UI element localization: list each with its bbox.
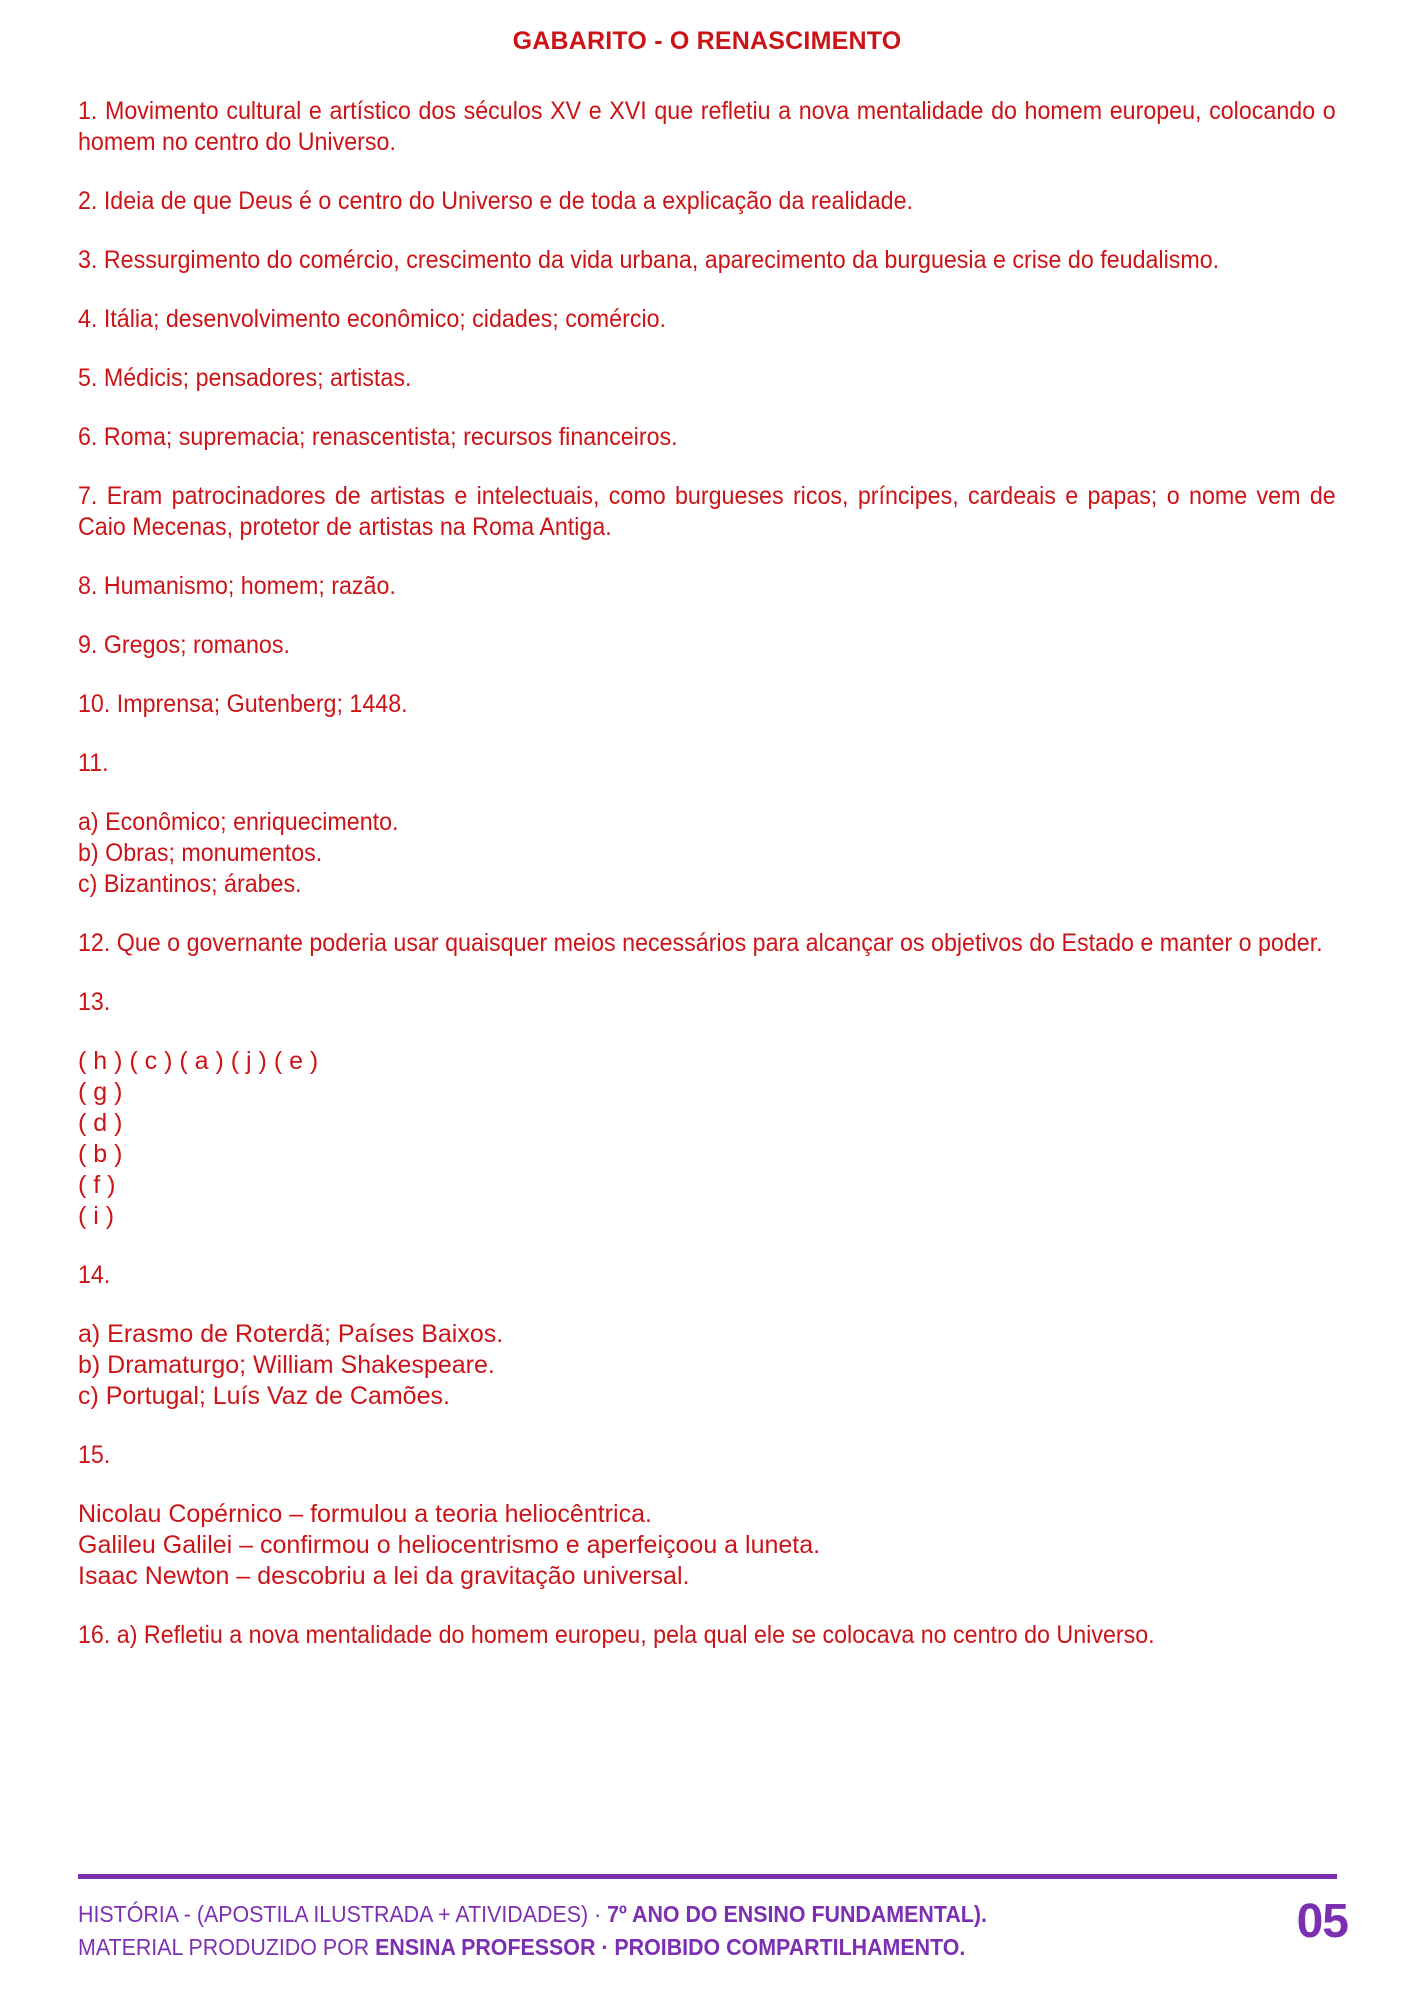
answer-item-13-row-3: ( d ) xyxy=(78,1109,123,1137)
footer-credits xyxy=(78,1898,987,1964)
footer-line-1-bold: 7º ANO DO ENSINO FUNDAMENTAL). xyxy=(607,1901,987,1927)
answer-item-12: 12. Que o governante poderia usar quaisquer meios necessários para alcançar os objetivos do Estado e manter o poder. xyxy=(78,929,1323,957)
answer-item-15-row-2: Galileu Galilei – confirmou o heliocentrismo e aperfeiçoou a luneta. xyxy=(78,1531,821,1559)
answer-item-2: 2. Ideia de que Deus é o centro do Universo e de toda a explicação da realidade. xyxy=(78,187,913,215)
answer-item-14b: b) Dramaturgo; William Shakespeare. xyxy=(78,1351,495,1379)
answer-item-13-row-2: ( g ) xyxy=(78,1078,123,1106)
answer-item-6: 6. Roma; supremacia; renascentista; recursos financeiros. xyxy=(78,423,678,451)
answer-item-15-rows xyxy=(78,1499,1336,1592)
answer-item-13-row-1: ( h ) ( c ) ( a ) ( j ) ( e ) xyxy=(78,1047,319,1075)
answer-item-13-row-4: ( b ) xyxy=(78,1140,123,1168)
answer-item-14-sublist xyxy=(78,1319,1336,1412)
footer-line-2 xyxy=(78,1931,987,1964)
footer-line-1-plain: HISTÓRIA - (APOSTILA ILUSTRADA + ATIVIDADES) · xyxy=(78,1901,608,1927)
footer-divider xyxy=(78,1874,1337,1879)
answer-item-9: 9. Gregos; romanos. xyxy=(78,631,290,659)
answer-item-1: 1. Movimento cultural e artístico dos séculos XV e XVI que refletiu a nova mentalidade do homem europeu, colocando o homem no centro do Universo. xyxy=(78,97,1336,156)
answer-item-13-label: 13. xyxy=(78,988,111,1016)
answer-item-11b: b) Obras; monumentos. xyxy=(78,839,323,867)
answer-item-15-label: 15. xyxy=(78,1441,111,1469)
footer-line-2-bold: ENSINA PROFESSOR · PROIBIDO COMPARTILHAMENTO. xyxy=(375,1934,966,1960)
answer-item-14-label: 14. xyxy=(78,1261,111,1289)
page-number: 05 xyxy=(1296,1895,1348,1948)
answer-item-15-row-1: Nicolau Copérnico – formulou a teoria heliocêntrica. xyxy=(78,1500,652,1528)
answer-item-11-sublist xyxy=(78,807,1336,900)
answer-item-7: 7. Eram patrocinadores de artistas e intelectuais, como burgueses ricos, príncipes, cardeais e papas; o nome vem de Caio Mecenas, protetor de artistas na Roma Antiga. xyxy=(78,482,1336,541)
answer-item-13-row-6: ( i ) xyxy=(78,1202,115,1230)
answer-item-13-row-5: ( f ) xyxy=(78,1171,116,1199)
answer-item-14c: c) Portugal; Luís Vaz de Camões. xyxy=(78,1382,450,1410)
answer-item-11c: c) Bizantinos; árabes. xyxy=(78,870,302,898)
answer-item-8: 8. Humanismo; homem; razão. xyxy=(78,572,396,600)
answer-item-13-rows xyxy=(78,1046,1336,1232)
page-title: GABARITO - O RENASCIMENTO xyxy=(512,27,902,55)
footer-line-2-plain: MATERIAL PRODUZIDO POR xyxy=(78,1934,376,1960)
answer-item-14a: a) Erasmo de Roterdã; Países Baixos. xyxy=(78,1320,504,1348)
answers-container xyxy=(78,96,1336,1679)
answer-item-5: 5. Médicis; pensadores; artistas. xyxy=(78,364,412,392)
answer-item-3: 3. Ressurgimento do comércio, crescimento da vida urbana, aparecimento da burguesia e crise do feudalismo. xyxy=(78,246,1220,274)
footer-line-1 xyxy=(78,1898,987,1931)
answer-item-15-row-3: Isaac Newton – descobriu a lei da gravitação universal. xyxy=(78,1562,690,1590)
answer-item-11-label: 11. xyxy=(78,749,109,777)
answer-item-11a: a) Econômico; enriquecimento. xyxy=(78,808,399,836)
answer-item-4: 4. Itália; desenvolvimento econômico; cidades; comércio. xyxy=(78,305,667,333)
answer-item-16: 16. a) Refletiu a nova mentalidade do homem europeu, pela qual ele se colocava no centro do Universo. xyxy=(78,1621,1155,1649)
answer-item-10: 10. Imprensa; Gutenberg; 1448. xyxy=(78,690,408,718)
